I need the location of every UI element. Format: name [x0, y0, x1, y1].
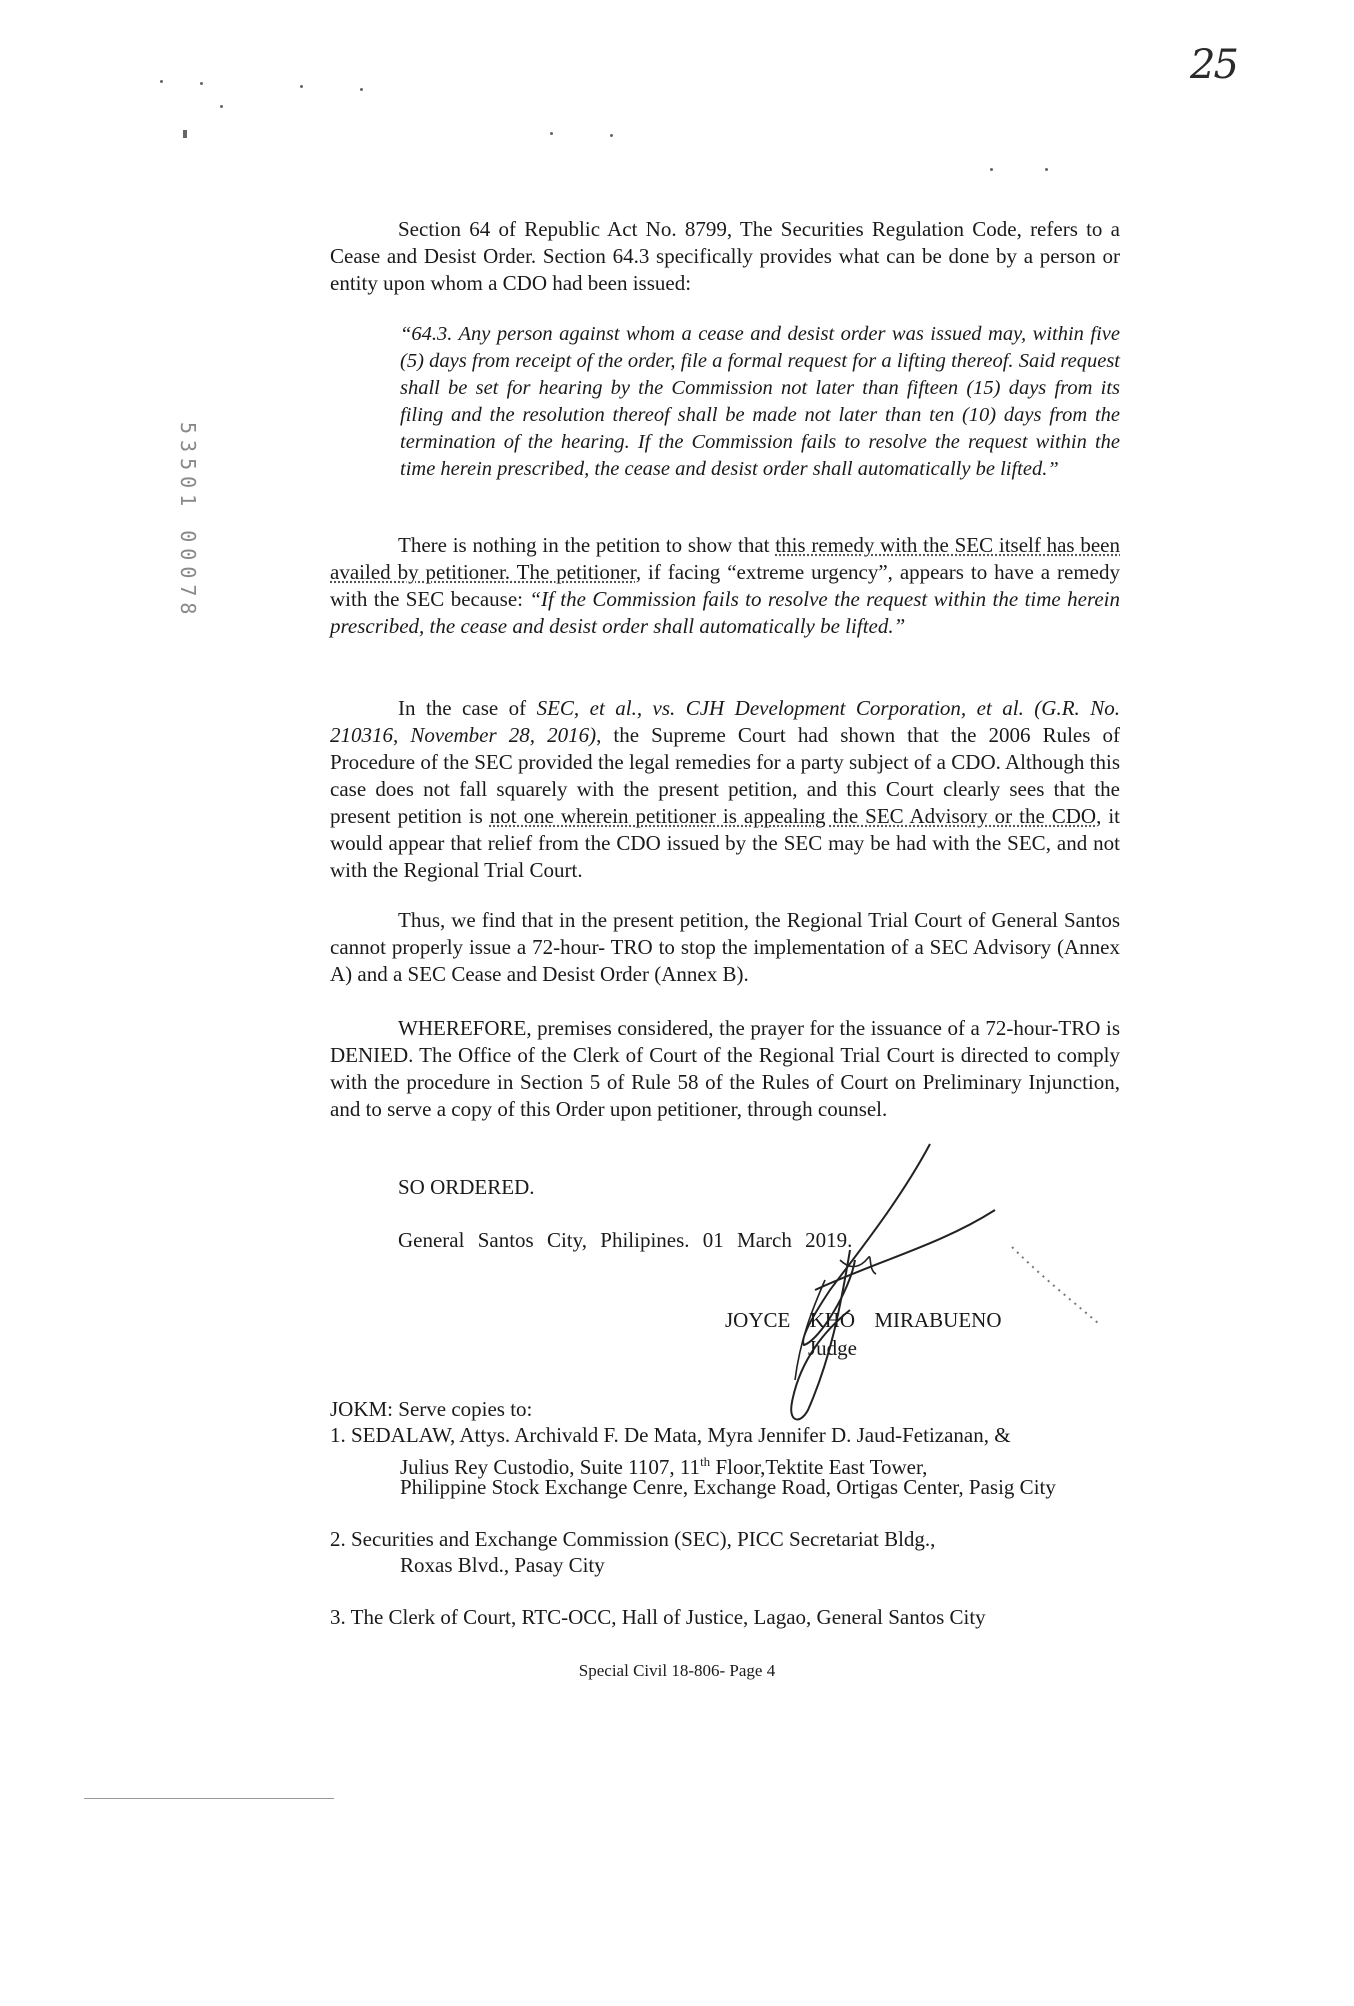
- speck: [160, 80, 163, 83]
- serve-heading: JOKM: Serve copies to:: [330, 1397, 533, 1421]
- case-citation: SEC, et al., vs. CJH Development Corporation, et al. (G.R. No. 210316, November 28, 2016): [330, 696, 1120, 747]
- margin-stamp: [172, 422, 212, 622]
- speck: [550, 132, 553, 135]
- paragraph-remedy-part: , if facing “extreme urgency”, appears to have a remedy with the SEC because:: [330, 560, 1120, 611]
- serve-item-2-line-1: 2. Securities and Exchange Commission (SEC), PICC Secretariat Bldg.,: [330, 1527, 936, 1551]
- speck: [610, 134, 613, 137]
- speck: [1045, 168, 1048, 171]
- so-ordered: SO ORDERED.: [398, 1175, 535, 1199]
- speck: [183, 130, 187, 138]
- serve-item-1-line-2-rest: Floor,Tektite East Tower,: [710, 1455, 928, 1479]
- serve-item-1-line-1: 1. SEDALAW, Attys. Archivald F. De Mata, Myra Jennifer D. Jaud-Fetizanan, &: [330, 1423, 1011, 1447]
- serve-item-1-line-2-text: Julius Rey Custodio, Suite 1107, 11: [400, 1455, 701, 1479]
- paragraph-finding: Thus, we find that in the present petition, the Regional Trial Court of General Santos cannot properly issue a 72-hour- TRO to stop the implementation of a SEC Advisory (Annex A) and a SEC Cease and Desist Order (Annex B).: [330, 908, 1120, 986]
- divider: [84, 1798, 334, 1799]
- speck: [300, 85, 303, 88]
- speck: [990, 168, 993, 171]
- dotted-stroke-icon: [1010, 1245, 1100, 1325]
- paragraph-wherefore: WHEREFORE, premises considered, the prayer for the issuance of a 72-hour-TRO is DENIED. The Office of the Clerk of Court of the Regional Trial Court is directed to comply with the procedure in Section 5 of Rule 58 of the Rules of Court on Preliminary Injunction, and to serve a copy of this Order upon petitioner, through counsel.: [330, 1016, 1120, 1121]
- paragraph-case-underlined: not one wherein petitioner is appealing the SEC Advisory or the CDO: [489, 804, 1097, 828]
- serve-item-1-line-2-sup: th: [700, 1454, 711, 1469]
- place-and-date: General Santos City, Philipines. 01 March 2019.: [398, 1228, 853, 1252]
- paragraph-remedy-part: There is nothing in the petition to show that: [398, 533, 776, 557]
- paragraph-case-part: , it would appear that relief from the CDO issued by the SEC may be had with the SEC, and not with the Regional Trial Court.: [330, 804, 1120, 882]
- page-footer: Special Civil 18-806- Page 4: [578, 1661, 776, 1680]
- paragraph-case-part: , the Supreme Court had shown that the 2006 Rules of Procedure of the SEC provided the legal remedies for a party subject of a CDO. Although this case does not fall squarely with the present petition, and this Court clearly sees that the present petition is: [330, 723, 1120, 828]
- quoted-provision: “64.3. Any person against whom a cease and desist order was issued may, within five (5) days from receipt of the order, file a formal request for a lifting thereof. Said request shall be set for hearing by the Commission not later than fifteen (15) days from its filing and the resolution thereof shall be made not later than ten (10) days from the termination of the hearing. If the Commission fails to resolve the request within the time herein prescribed, the cease and desist order shall automatically be lifted.”: [400, 323, 1120, 480]
- signatory-name: JOYCE KHO MIRABUENO: [725, 1308, 1002, 1332]
- speck: [220, 105, 223, 108]
- speck: [200, 82, 203, 85]
- paragraph-remedy-quote: “If the Commission fails to resolve the request within the time herein prescribed, the cease and desist order shall automatically be lifted.”: [330, 587, 1120, 638]
- paragraph-remedy: [330, 532, 1120, 640]
- signature-icon: [700, 1140, 1020, 1430]
- paragraph-case-citation: [330, 695, 1120, 884]
- signatory-title: Judge: [808, 1336, 857, 1360]
- serve-item-2-line-2: Roxas Blvd., Pasay City: [400, 1553, 605, 1577]
- paragraph-case-part: In the case of: [398, 696, 537, 720]
- margin-stamp-text: 53501 00078: [176, 422, 200, 621]
- serve-item-1-line-3: Philippine Stock Exchange Cenre, Exchange Road, Ortigas Center, Pasig City: [400, 1475, 1056, 1499]
- paragraph-remedy-underlined: this remedy with the SEC itself has been availed by petitioner. The petitioner: [330, 533, 1120, 584]
- serve-item-3-line-1: 3. The Clerk of Court, RTC-OCC, Hall of Justice, Lagao, General Santos City: [330, 1605, 986, 1629]
- handwritten-page-number: 25: [1190, 42, 1237, 88]
- speck: [360, 88, 363, 91]
- paragraph-section-64: Section 64 of Republic Act No. 8799, The Securities Regulation Code, refers to a Cease and Desist Order. Section 64.3 specifically provides what can be done by a person or entity upon whom a CDO had been issued:: [330, 217, 1120, 295]
